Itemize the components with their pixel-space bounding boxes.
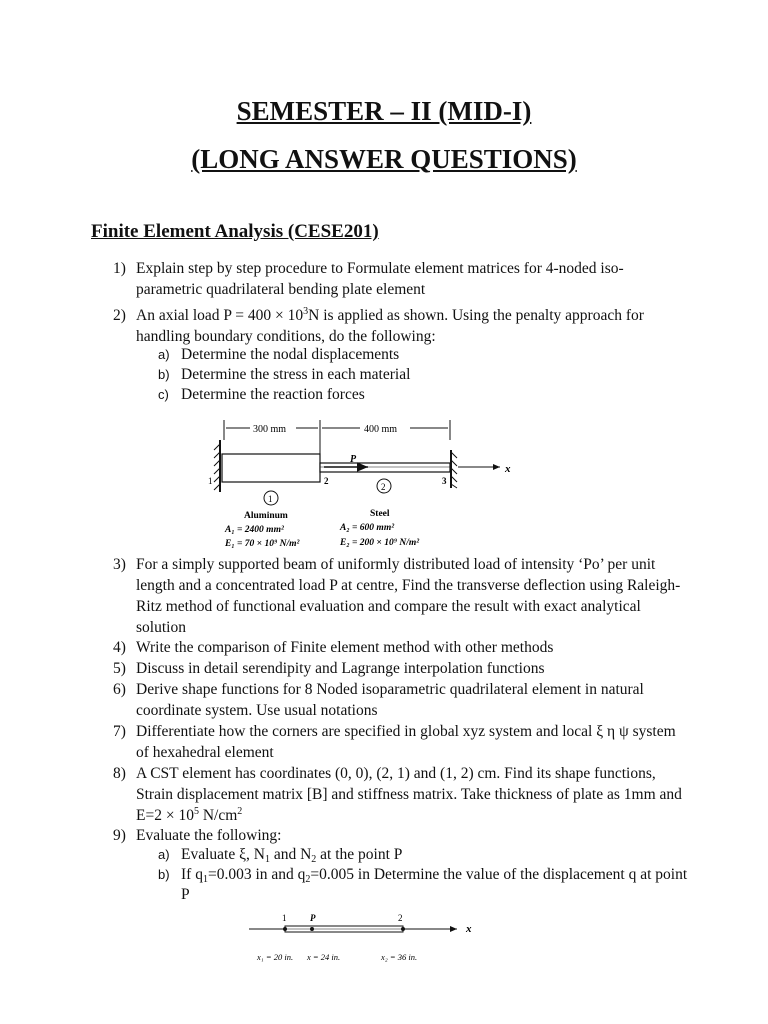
sub-text: Determine the reaction forces: [181, 386, 365, 403]
point-p-label: P: [310, 913, 316, 923]
element-label-2: 2: [381, 482, 386, 492]
page-title-line-2: (LONG ANSWER QUESTIONS): [191, 144, 577, 174]
superscript: 5: [193, 806, 199, 817]
question-number: 5): [113, 660, 126, 677]
sub-text-part: and N: [269, 846, 312, 863]
x2-label: x₂ = 36 in.: [381, 952, 418, 962]
superscript: 3: [303, 306, 309, 317]
node-label-1: 1: [208, 476, 213, 486]
question-number: 4): [113, 639, 126, 656]
page-title-line-1: SEMESTER – II (MID-I): [236, 96, 532, 126]
subscript: 1: [264, 854, 270, 865]
question-number: 9): [113, 827, 126, 844]
node-2-point: [401, 927, 405, 931]
question-number: 6): [113, 681, 126, 698]
node-1-point: [283, 927, 287, 931]
question-9a: [158, 845, 688, 865]
sub-number: a): [158, 347, 170, 362]
sub-number: c): [158, 387, 169, 402]
question-text: Evaluate the following:: [136, 827, 282, 844]
question-text: [136, 305, 683, 347]
material-1-modulus: E₁ = 70 × 10⁹ N/m²: [225, 539, 300, 549]
subscript: 2: [311, 854, 317, 865]
question-5: [113, 658, 683, 679]
node-label-3: 3: [442, 476, 447, 486]
question-text-part: A CST element has coordinates (0, 0), (2, 1) and (1, 2) cm. Find its shape functions, Strain displacement matrix [B] and stiffness matrix. Take thickness of plate as 1mm and E=2 × 10: [136, 765, 682, 824]
sub-text-part: =0.005 in Determine the value of the displacement q at point P: [181, 866, 688, 903]
question-text: [136, 763, 683, 826]
xp-label: x = 24 in.: [307, 952, 341, 962]
node-label-1: 1: [282, 913, 287, 923]
question-text: Explain step by step procedure to Formulate element matrices for 4-noded iso-parametric quadrilateral bending plate element: [136, 260, 624, 298]
question-4: [113, 637, 683, 658]
sub-number: a): [158, 847, 170, 862]
question-text: For a simply supported beam of uniformly distributed load of intensity ‘Po’ per unit length and a concentrated load P at centre, Find the transverse deflection using Raleigh- Ritz method of functional evaluation and compare the result with exact analytical solution: [136, 556, 681, 636]
question-text-part: N/cm: [198, 807, 238, 824]
question-number: 8): [113, 765, 126, 782]
material-2-modulus: E₂ = 200 × 10⁹ N/m²: [340, 538, 420, 548]
subscript: 1: [202, 874, 208, 885]
load-label: P: [350, 454, 357, 465]
sub-text: Determine the nodal displacements: [181, 346, 400, 363]
question-8: [113, 763, 683, 826]
question-3: [113, 554, 683, 638]
question-9: [113, 825, 683, 846]
subscript: 2: [305, 874, 311, 885]
material-2-area: A₂ = 600 mm²: [340, 523, 395, 533]
sub-text-part: Evaluate ξ, N: [181, 846, 265, 863]
sub-number: b): [158, 867, 170, 882]
superscript: 2: [237, 806, 243, 817]
dimension-label-left: 300 mm: [253, 424, 287, 435]
figure-1d-element: [245, 910, 485, 966]
material-1-name: Aluminum: [244, 511, 288, 521]
question-2a: [158, 345, 688, 365]
question-9b: [158, 865, 688, 905]
question-text-part: N is applied as shown. Using the penalty approach for handling boundary conditions, do the following:: [136, 307, 644, 345]
material-2-name: Steel: [370, 509, 390, 519]
question-6: [113, 679, 683, 721]
node-label-2: 2: [324, 476, 329, 486]
sub-text-part: at the point P: [316, 846, 403, 863]
question-number: 2): [113, 307, 126, 324]
question-text: Differentiate how the corners are specified in global xyz system and local ξ η ψ system of hexahedral element: [136, 723, 676, 761]
sub-text: [181, 845, 688, 865]
question-7: [113, 721, 683, 763]
question-number: 3): [113, 556, 126, 573]
question-2: [113, 305, 683, 347]
question-1: [113, 258, 683, 300]
sub-text: [181, 865, 688, 905]
question-2c: [158, 385, 688, 405]
aluminum-bar: [222, 454, 320, 482]
question-text-part: An axial load P = 400 × 10: [136, 307, 304, 324]
node-label-2: 2: [398, 913, 403, 923]
question-text: Derive shape functions for 8 Noded isoparametric quadrilateral element in natural coordinate system. Use usual notations: [136, 681, 644, 719]
question-number: 7): [113, 723, 126, 740]
subject-heading: Finite Element Analysis (CESE201): [91, 221, 379, 242]
question-2b: [158, 365, 688, 385]
sub-number: b): [158, 367, 170, 382]
sub-text: Determine the stress in each material: [181, 366, 411, 383]
x1-label: x₁ = 20 in.: [257, 952, 294, 962]
point-p: [310, 927, 314, 931]
material-1-area: A₁ = 2400 mm²: [225, 525, 284, 535]
sub-text-part: =0.003 in and q: [207, 866, 306, 883]
dimension-label-right: 400 mm: [364, 424, 398, 435]
x-axis-label: x: [466, 923, 472, 935]
figure-axial-bar: [200, 412, 530, 554]
sub-text-part: If q: [181, 866, 203, 883]
question-text: Discuss in detail serendipity and Lagrange interpolation functions: [136, 660, 545, 677]
element-label-1: 1: [268, 494, 273, 504]
x-axis-label: x: [505, 463, 511, 475]
question-text: Write the comparison of Finite element method with other methods: [136, 639, 554, 656]
question-number: 1): [113, 260, 126, 277]
